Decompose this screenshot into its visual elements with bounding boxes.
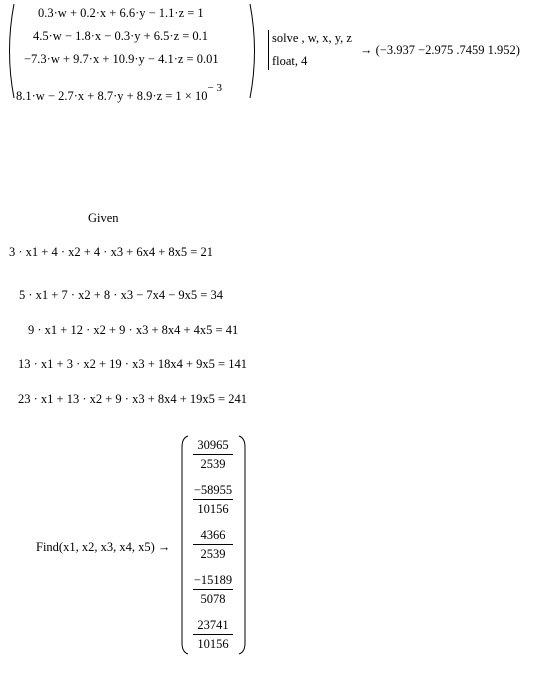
vector-right-bracket <box>237 435 247 655</box>
fraction-1 <box>191 437 235 472</box>
fraction-3 <box>191 527 235 562</box>
left-paren <box>4 2 16 100</box>
solve-result: → (−3.937 −2.975 .7459 1.952) <box>360 43 520 57</box>
fraction-3-numerator: 4366 <box>200 528 226 542</box>
fraction-5-numerator: 23741 <box>197 618 229 632</box>
constraint-2: 5 · x1 + 7 · x2 + 8 · x3 − 7x4 − 9x5 = 34 <box>19 288 223 302</box>
fraction-3-denominator: 2539 <box>200 547 226 561</box>
equation-3: −7.3·w + 9.7·x + 10.9·y − 4.1·z = 0.01 <box>24 52 219 66</box>
float-keyword: float, 4 <box>272 54 308 68</box>
equation-4-exponent: − 3 <box>207 82 222 94</box>
fraction-2-numerator: −58955 <box>193 483 233 497</box>
fraction-1-numerator: 30965 <box>197 438 229 452</box>
fraction-1-denominator: 2539 <box>200 457 226 471</box>
keyword-divider <box>268 30 269 70</box>
fraction-5-denominator: 10156 <box>197 637 229 651</box>
given-label: Given <box>88 211 119 225</box>
vector-left-bracket <box>180 435 190 655</box>
solve-keyword: solve , w, x, y, z <box>272 31 352 45</box>
equation-4 <box>16 82 222 104</box>
fraction-2-denominator: 10156 <box>197 502 229 516</box>
constraint-4: 13 · x1 + 3 · x2 + 19 · x3 + 18x4 + 9x5 = 141 <box>18 357 247 371</box>
equation-4-base: 8.1·w − 2.7·x + 8.7·y + 8.9·z = 1 × 10 <box>16 89 208 104</box>
constraint-3: 9 · x1 + 12 · x2 + 9 · x3 + 8x4 + 4x5 = 41 <box>28 323 239 337</box>
fraction-4-denominator: 5078 <box>200 592 226 606</box>
equation-2: 4.5·w − 1.8·x − 0.3·y + 6.5·z = 0.1 <box>33 29 209 43</box>
right-paren <box>248 2 260 100</box>
constraint-1: 3 · x1 + 4 · x2 + 4 · x3 + 6x4 + 8x5 = 21 <box>9 245 213 259</box>
fraction-5 <box>191 617 235 652</box>
fraction-2 <box>191 482 235 517</box>
fraction-4-numerator: −15189 <box>193 573 233 587</box>
fraction-4 <box>191 572 235 607</box>
equation-1: 0.3·w + 0.2·x + 6.6·y − 1.1·z = 1 <box>38 6 204 20</box>
constraint-5: 23 · x1 + 13 · x2 + 9 · x3 + 8x4 + 19x5 = 241 <box>18 392 247 406</box>
find-call: Find(x1, x2, x3, x4, x5) → <box>36 540 171 554</box>
